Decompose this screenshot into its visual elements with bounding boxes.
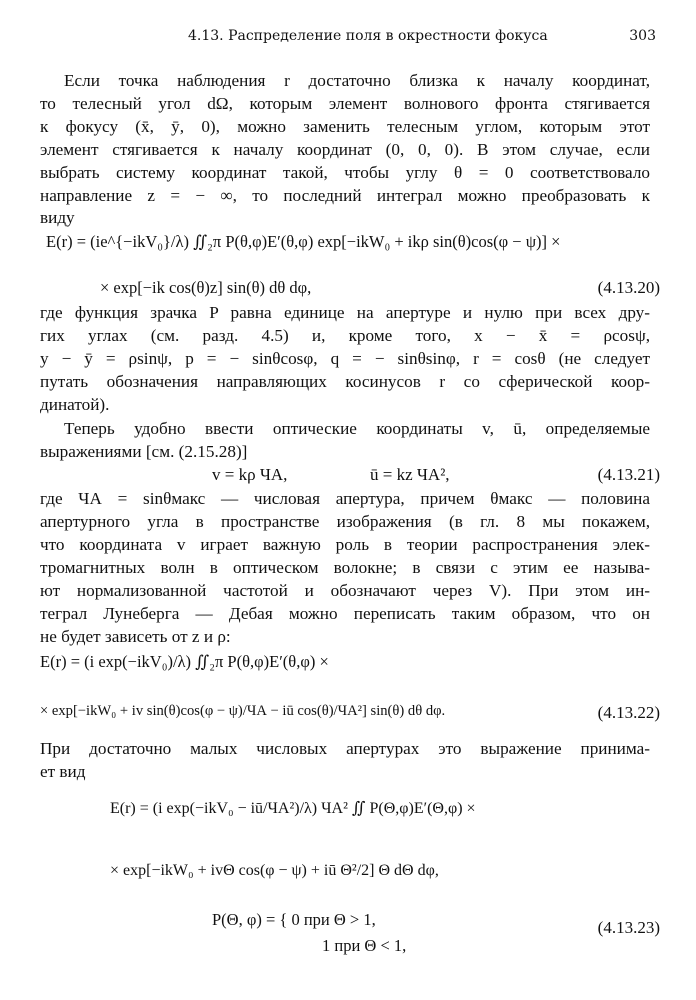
equation-4-13-23-pupil-case-2: 1 при Θ < 1, [322,936,407,955]
equation-4-13-23-pupil-case-1: P(Θ, φ) = { 0 при Θ > 1, [212,910,376,929]
para4-line-3: что координата v играет важную роль в теории распространения элек- [40,535,650,554]
para4-line-6: теграл Лунеберга — Дебая можно переписать таким образом, что он [40,604,650,623]
para2-line-2: гих углах (см. разд. 4.5) и, кроме того, x − x̄ = ρcosψ, [40,326,650,345]
para4-line-1: где ЧА = sinθмакс — числовая апертура, причем θмакс — половина [40,489,650,508]
equation-number-4-13-23: (4.13.23) [597,918,660,937]
running-header [40,28,656,50]
para5-line-2: ет вид [40,762,86,781]
para4-line-5: ют нормализованной частотой и обозначают через V). При этом ин- [40,581,650,600]
para3-line-2: выражениями [см. (2.15.28)] [40,442,248,461]
para2-line-5: динатой). [40,395,110,414]
equation-4-13-21-right: ū = kz ЧА², [370,465,450,484]
equation-number-4-13-20: (4.13.20) [597,278,660,297]
para4-line-4: тромагнитных волн в оптическом волокне; в связи с этим ее называ- [40,558,650,577]
para4-line-7: не будет зависеть от z и ρ: [40,627,231,646]
para3-line-1: Теперь удобно ввести оптические координаты v, ū, определяемые [64,419,650,438]
page-number: 303 [629,28,656,44]
para4-line-2: апертурного угла в пространстве изображения (в гл. 8 мы покажем, [40,512,650,531]
section-title: 4.13. Распределение поля в окрестности фокуса [188,28,548,44]
para5-line-1: При достаточно малых числовых апертурах это выражение принима- [40,739,650,758]
para1-line-5: выбрать систему координат такой, чтобы углу θ = 0 соответствовало [40,163,650,182]
equation-number-4-13-22: (4.13.22) [597,703,660,722]
para1-line-4: элемент стягивается к началу координат (0, 0, 0). В этом случае, если [40,140,650,159]
equation-4-13-23-line-2: × exp[−ikW₀ + ivΘ cos(φ − ψ) + iū Θ²/2] Θ dΘ dφ, [110,862,439,879]
para1-line-2: то телесный угол dΩ, которым элемент волнового фронта стягивается [40,94,650,113]
para1-line-1: Если точка наблюдения r достаточно близка к началу координат, [64,71,650,90]
para2-line-4: путать обозначения направляющих косинусов r со сферической коор- [40,372,650,391]
para1-line-6: направление z = − ∞, то последний интеграл можно преобразовать к [40,186,650,205]
equation-4-13-21-left: v = kρ ЧА, [212,465,288,484]
equation-4-13-22-line-2: × exp[−ikW₀ + iv sin(θ)cos(φ − ψ)/ЧА − iū cos(θ)/ЧА²] sin(θ) dθ dφ. [40,703,446,719]
equation-4-13-23-line-1: E(r) = (i exp(−ikV₀ − iū/ЧА²)/λ) ЧА² ∬ P(Θ,φ)E′(Θ,φ) × [110,800,476,817]
para1-line-3: к фокусу (x̄, ȳ, 0), можно заменить телесным углом, которым этот [40,117,650,136]
equation-4-13-20-line-1: E(r) = (ie^{−ikV₀}/λ) ∬₂π P(θ,φ)E′(θ,φ) exp[−ikW₀ + ikρ sin(θ)cos(φ − ψ)] × [46,232,561,251]
equation-4-13-20-line-2: × exp[−ik cos(θ)z] sin(θ) dθ dφ, [100,278,312,297]
para2-line-1: где функция зрачка P равна единице на апертуре и нулю при всех дру- [40,303,650,322]
para1-line-7: виду [40,208,75,227]
equation-4-13-22-line-1: E(r) = (i exp(−ikV₀)/λ) ∬₂π P(θ,φ)E′(θ,φ) × [40,652,329,671]
equation-number-4-13-21: (4.13.21) [597,465,660,484]
para2-line-3: y − ȳ = ρsinψ, p = − sinθcosφ, q = − sinθsinφ, r = cosθ (не следует [40,349,650,368]
